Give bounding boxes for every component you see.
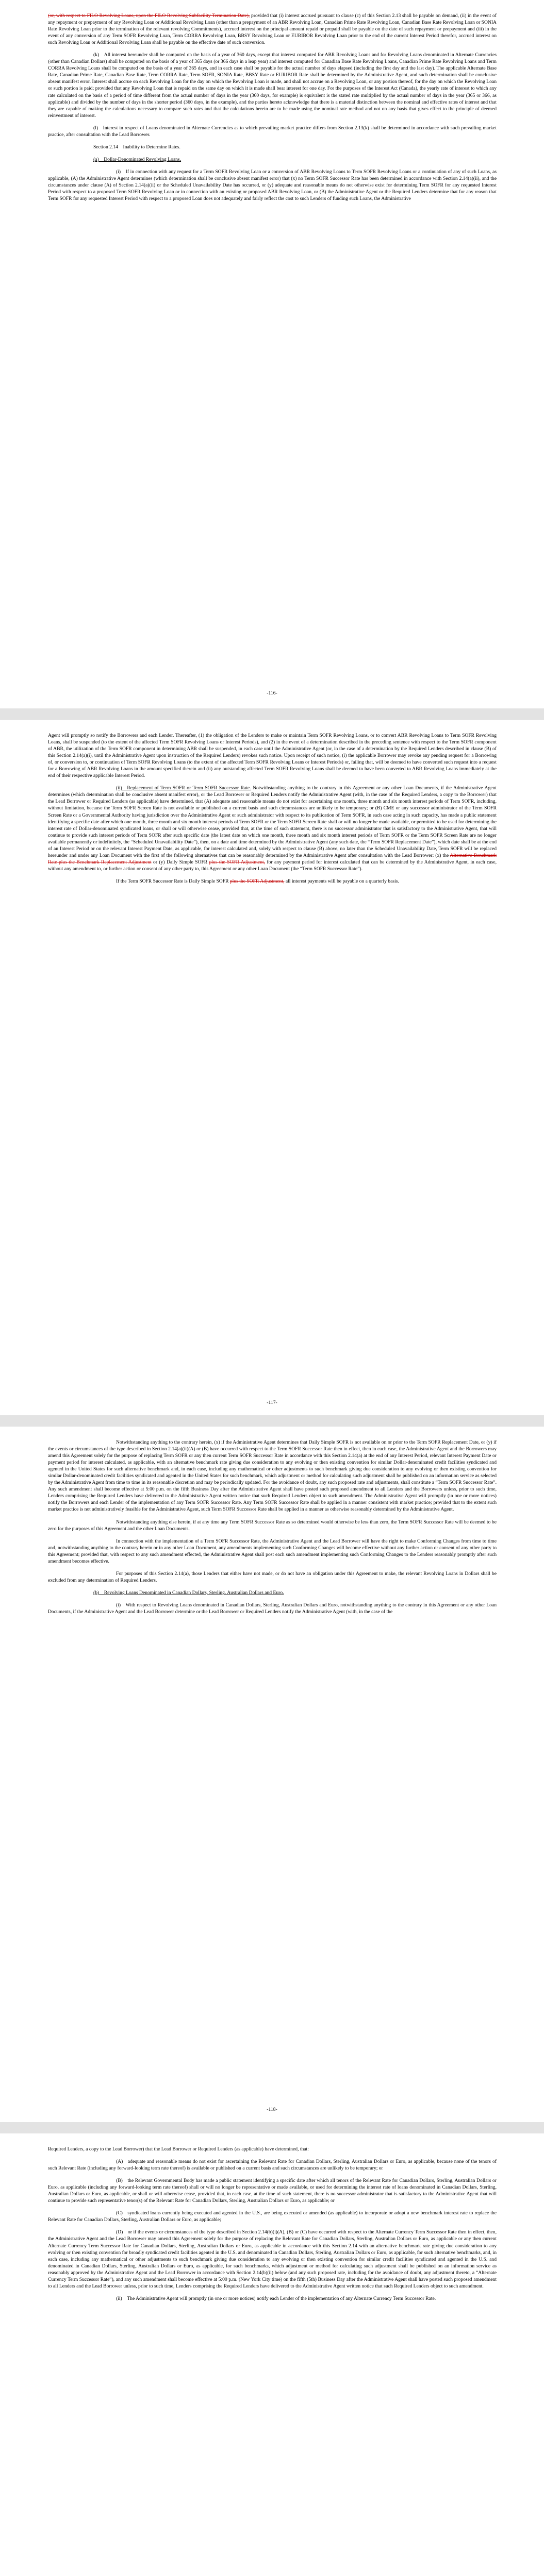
- paragraph-notwithstanding-2: Notwithstanding anything else herein, if at any time any Term SOFR Successor Rate as so determined would otherwise be less than zero, the Term SOFR Successor Rate will be deemed to be zero for the purposes of this Agreement and the other Loan Documents.: [48, 1519, 497, 1532]
- page-separator: [0, 1415, 544, 1427]
- paragraph-l: (l) Interest in respect of Loans denominated in Alternate Currencies as to which prevailing market practice differs from Section 2.13(k) shall be determined in accordance with such prevailing market practice, after consultation with the Lead Borrower.: [48, 125, 497, 138]
- page-number: -117-: [267, 1400, 277, 1405]
- paragraph-continuation: [48, 12, 497, 46]
- deleted-text: Alternative Benchmark Rate plus the Benchmark Replacement Adjustment: [48, 852, 497, 865]
- paragraph-D: (D) or if the events or circumstances of the type described in Section 2.14(b)(i)(A), (B) or (C) have occurred with respect to the Alternate Currency Term Successor Rate then in effect, then, the Administrative Agent and the Lead Borrower may amend this Agreement solely for the purpose of replacing the Relevant Rate for Canadian Dollars, Sterling, Australian Dollars or Euro, as applicable or any then current Alternate Currency Term Successor Rate for Canadian Dollars, Sterling, Australian Dollars or Euro, as applicable in accordance with this Section 2.14 with an alternative benchmark rate giving due consideration to any evolving or then existing convention for broadly syndicated credit facilities agented in the U.S. and denominated in Canadian Dollars, Sterling, Australian Dollars or Euro, as applicable, for such alternative benchmarks, and, in each case, including any mathematical or other adjustments to such benchmark giving due consideration to any evolving or then existing convention for similar credit facilities syndicated and agented in the U.S. and denominated in Canadian Dollars, Sterling, Australian Dollars or Euro, as applicable, for such benchmarks, which adjustment or method for calculating such adjustment shall be published on an information service as reasonably approved by the Administrative Agent and the Lead Borrower in accordance with Section 2.14(b)(ii) below (and any such proposed rate, including for the avoidance of doubt, any adjustment thereto, a “Alternate Currency Term Successor Rate”), and any such amendment shall become effective at 5:00 p.m. (New York City time) on the fifth (5th) Business Day after the Administrative Agent shall have posted such proposed amendment to all Lenders and the Lead Borrower unless, prior to such time, Lenders comprising the Required Lenders have delivered to the Administrative Agent written notice that such Required Lenders object to such amendment.: [48, 2229, 497, 2289]
- deleted-text: (or, with respect to FILO Revolving Loans, upon the FILO Revolving Subfacility Termination Date),: [48, 13, 250, 19]
- page-number: -118-: [267, 2107, 277, 2112]
- paragraph-B: (B) the Relevant Governmental Body has made a public statement identifying a specific date after which all tenors of the Relevant Rate for Canadian Dollars, Sterling, Australian Dollars or Euro, as applicable (including any forward-looking term rate thereof) shall or will no longer be representative or made available, or used for determining the interest rate of loans denominated in Canadian Dollars, Sterling, Australian Dollars or Euro, as applicable, or shall or will otherwise cease, provided that, in each case, at the time of such statement, there is no successor administrator that is satisfactory to the Administrative Agent that will continue to provide such representative tenor(s) of the Relevant Rate for Canadian Dollars, Sterling, Australian Dollars or Euro, as applicable; or: [48, 2178, 497, 2204]
- deleted-text: plus the SOFR Adjustment,: [209, 859, 266, 865]
- text: provided that (i) interest accrued pursuant to clause (c) of this Section 2.13 shall be payable on demand, (ii) in the event of any repayment or prepayment of any Revolving Loan or Additional Revolving Loan (other than a prepayment of an ABR Revolving Loan, Canadian Prime Rate Revolving Loan, Canadian Base Rate Revolving Loan or SONIA Rate Revolving Loan prior to the termination of the relevant revolving Commitments), accrued interest on the principal amount repaid or prepaid shall be payable on the date of such repayment or prepayment and (iii) in the event of any conversion of any Term SOFR Revolving Loan, Term CORRA Revolving Loan, BBSY Revolving Loan or EURIBOR Revolving Loan prior to the end of the current Interest Period therefor, accrued interest on such Revolving Loan or Additional Revolving Loan shall be payable on the effective date of such conversion.: [48, 13, 497, 46]
- text: or (y) Daily Simple SOFR: [153, 859, 208, 865]
- subsection-a-title: (a) Dollar-Denominated Revolving Loans.: [93, 156, 182, 162]
- paragraph-daily-simple-sofr: [48, 878, 497, 885]
- paragraph-A: (A) adequate and reasonable means do not exist for ascertaining the Relevant Rate for Canadian Dollars, Sterling, Australian Dollars or Euro, as applicable, because none of the tenors of such Relevant Rate (including any forward-looking term rate thereof) is available or published on a current basis and such circumstances are unlikely to be temporary; or: [48, 2159, 497, 2172]
- page-116: [0, 0, 544, 708]
- paragraph-b-i: (i) With respect to Revolving Loans denominated in Canadian Dollars, Sterling, Australian Dollars and Euro, notwithstanding anything to the contrary in this Agreement or any other Loan Documents, if the Administrative Agent and the Lead Borrower determine or the Lead Borrower or Required Lenders notify the Administrative Agent (with, in the case of the: [48, 1602, 497, 1615]
- page-119: [0, 2133, 544, 2576]
- page-116-body: [48, 12, 497, 208]
- deleted-text: plus the SOFR Adjustment,: [229, 878, 285, 884]
- page-117: [0, 720, 544, 1415]
- page-118-body: [48, 1439, 497, 1621]
- page-117-body: [48, 732, 497, 890]
- page-separator: [0, 2122, 544, 2133]
- text: all interest payments will be payable on a quarterly basis.: [285, 878, 399, 884]
- page-number: -116-: [267, 690, 277, 696]
- paragraph-k: (k) All interest hereunder shall be computed on the basis of a year of 360 days, except that interest computed for ABR Revolving Loans and for Revolving Loans denominated in Alternate Currencies (other than Canadian Dollars) shall be computed on the basis of a year of 365 days (or 366 days in a leap year) and interest computed for Canadian Base Rate Revolving Loans, Canadian Prime Rate Revolving Loans and Term CORRA Revolving Loans shall be computed on the basis of a year of 365 days, and in each case shall be payable for the actual number of days elapsed (including the first day and the last day). The applicable Alternate Base Rate, Canadian Prime Rate, Canadian Base Rate, Term CORRA Rate, Term SOFR, SONIA Rate, BBSY Rate or EURIBOR Rate shall be determined by the Administrative Agent, and such determination shall be conclusive absent manifest error. Interest shall accrue on each Revolving Loan for the day on which the Revolving Loan is made, and shall not accrue on a Revolving Loan, or any portion thereof, for the day on which the Revolving Loan or such portion is paid; provided that any Revolving Loan that is repaid on the same day on which it is made shall bear interest for one day. For the purposes of the Interest Act (Canada), the yearly rate of interest to which any rate calculated on the basis of a period of time different from the actual number of days in the year (360 days, for example) is equivalent is the stated rate multiplied by the actual number of days in the year (365 or 366, as applicable) and divided by the number of days in the shorter period (360 days, in the example), and the parties hereto acknowledge that there is a material distinction between the nominal and effective rates of interest and that they are capable of making the calculations necessary to compare such rates and that the calculations herein are to be made using the nominal rate method and not on any basis that gives effect to the principle of deemed reinvestment of interest.: [48, 52, 497, 118]
- paragraph-ii: [48, 785, 497, 872]
- paragraph-continuation: Required Lenders, a copy to the Lead Borrower) that the Lead Borrower or Required Lenders (as applicable) have determined, that:: [48, 2146, 309, 2152]
- page-separator: [0, 708, 544, 720]
- paragraph-continuation: Agent will promptly so notify the Borrowers and each Lender. Thereafter, (1) the obligation of the Lenders to make or maintain Term SOFR Revolving Loans, or to convert ABR Revolving Loans to Term SOFR Revolving Loans, shall be suspended (to the extent of the affected Term SOFR Revolving Loans or Interest Periods), and (2) in the event of a determination described in the preceding sentence with respect to the Term SOFR component of ABR, the utilization of the Term SOFR component in determining ABR shall be suspended, in each case until the Administrative Agent (or, in the case of a determination by the Required Lenders described in clause (B) of this Section 2.14(a)(i), until the Administrative Agent upon instruction of the Required Lenders) revokes such notice. Upon receipt of such notice, (i) the applicable Borrower may revoke any pending request for a Borrowing of, or conversion to, or continuation of Term SOFR Revolving Loans (to the extent of the affected Term SOFR Revolving Loans or Interest Periods) or, failing that, will be deemed to have converted such request into a request for a Borrowing of ABR Revolving Loans in the amount specified therein and (ii) any outstanding affected Term SOFR Revolving Loans shall be deemed to have been converted to ABR Revolving Loans immediately at the end of their respective applicable Interest Period.: [48, 733, 497, 779]
- subsection-a-heading: [48, 156, 497, 163]
- subsection-b-heading: [48, 1589, 497, 1596]
- paragraph-C: (C) syndicated loans currently being executed and agented in the U.S., are being executed or amended (as applicable) to incorporate or adopt a new benchmark interest rate to replace the Relevant Rate for Canadian Dollars, Sterling, Australian Dollars or Euro, as applicable;: [48, 2210, 497, 2223]
- paragraph-ii: (ii) The Administrative Agent will promptly (in one or more notices) notify each Lender of the implementation of any Alternate Currency Term Successor Rate.: [116, 2295, 436, 2301]
- text: for any payment period for interest calculated that can be determined by the Administrative Agent, in each case, without any amendment to, or further action or consent of any other party to, this Agreement or any other Loan Document (the “Term SOFR Successor Rate”).: [48, 859, 497, 872]
- subsection-b-title: (b) Revolving Loans Denominated in Canadian Dollars, Sterling, Australian Dollars and Euro.: [93, 1589, 284, 1596]
- paragraph-i: (i) If in connection with any request for a Term SOFR Revolving Loan or a conversion of ABR Revolving Loans to Term SOFR Revolving Loans or a continuation of any of such Loans, as applicable, (A) the Administrative Agent determines (which determination shall be conclusive absent manifest error) that (x) no Term SOFR Successor Rate has been determined in accordance with Section 2.14(a)(ii), and the circumstances under clause (A) of Section 2.14(a)(ii) or the Scheduled Unavailability Date has occurred, or (y) adequate and reasonable means do not otherwise exist for determining Term SOFR for any requested Interest Period with respect to a proposed Term SOFR Revolving Loan or in connection with an existing or proposed ABR Revolving Loan, or (B) the Administrative Agent or the Required Lenders determine that for any reason that Term SOFR for any requested Interest Period with respect to a proposed Loan does not adequately and fairly reflect the cost to such Lenders of funding such Loans, the Administrative: [48, 168, 497, 202]
- text: Notwithstanding anything to the contrary in this Agreement or any other Loan Documents, if the Administrative Agent determines (which determination shall be conclusive absent manifest error), or the Lead Borrower or Required Lenders notify the Administrative Agent (with, in the case of the Required Lenders, a copy to the Borrower) that the Lead Borrower or Required Lenders (as applicable) have determined, that (A) adequate and reasonable means do not exist for ascertaining one month, three month and six month interest periods of Term SOFR, including, without limitation, because the Term SOFR Screen Rate is not available or published on a current basis and such circumstances are unlikely to be temporary; or (B) CME or any successor administrator of the Term SOFR Screen Rate or a Governmental Authority having jurisdiction over the Administrative Agent or such administrator with respect to its publication of Term SOFR, in each case acting in such capacity, has made a public statement identifying a specific date after which one month, three month and six month interest periods of Term SOFR or the Term SOFR Screen Rate shall or will no longer be made available, or permitted to be used for determining the interest rate of Dollar-denominated syndicated loans, or shall or will otherwise cease, provided that, at the time of such statement, there is no successor administrator that is satisfactory to the Administrative Agent, that will continue to provide such interest periods of Term SOFR after such specific date (the latest date on which one month, three month and six month interest periods of Term SOFR or the Term SOFR Screen Rate are no longer available permanently or indefinitely, the “Scheduled Unavailability Date”), then, on a date and time determined by the Administrative Agent (any such date, the “Term SOFR Replacement Date”), which date shall be at the end of an Interest Period or on the relevant Interest Payment Date, as applicable, for interest calculated and, solely with respect to clause (B) above, no later than the Scheduled Unavailability Date, Term SOFR will be replaced hereunder and under any Loan Document with the first of the following alternatives that can be reasonably determined by the Administrative Agent after consultation with the Lead Borrower: (x) the: [48, 785, 497, 858]
- paragraph-for-purposes: For purposes of this Section 2.14(a), those Lenders that either have not made, or do not have an obligation under this Agreement to make, the relevant Revolving Loans in Dollars shall be excluded from any determination of Required Lenders.: [48, 1570, 497, 1583]
- paragraph-notwithstanding-1: Notwithstanding anything to the contrary herein, (x) if the Administrative Agent determines that Daily Simple SOFR is not available on or prior to the Term SOFR Replacement Date, or (y) if the events or circumstances of the type described in Section 2.14(a)(ii)(A) or (B) have occurred with respect to the Term SOFR Successor Rate then in effect, then in each case, the Administrative Agent and the Borrowers may amend this Agreement solely for the purpose of replacing Term SOFR or any then current Term SOFR Successor Rate in accordance with this Section 2.14(a) at the end of any Interest Period, relevant Interest Payment Date or payment period for interest calculated, as applicable, with an alternative benchmark rate giving due consideration to any evolving or then existing convention for similar Dollar-denominated credit facilities syndicated and agented in the United States for such alternative benchmark and, in each case, including any mathematical or other adjustments to such benchmark giving due consideration to any evolving or then existing convention for similar Dollar-denominated credit facilities syndicated and agented in the United States for such benchmark, which adjustment or method for calculating such adjustment shall be published on an information service as selected by the Administrative Agent from time to time in its reasonable discretion and may be periodically updated. For the avoidance of doubt, any such proposed rate and adjustments, shall constitute a “Term SOFR Successor Rate”. Any such amendment shall become effective at 5:00 p.m. on the fifth Business Day after the Administrative Agent shall have posted such proposed amendment to all Lenders and the Borrowers unless, prior to such time, Lenders comprising the Required Lenders have delivered to the Administrative Agent written notice that such Required Lenders object to such amendment. The Administrative Agent will promptly (in one or more notices) notify the Borrowers and each Lender of the implementation of any Term SOFR Successor Rate. Any Term SOFR Successor Rate shall be applied in a manner consistent with market practice; provided that to the extent such market practice is not administratively feasible for the Administrative Agent, such Term SOFR Successor Rate shall be applied in a manner as otherwise reasonably determined by the Administrative Agent.: [48, 1439, 497, 1513]
- paragraph-ii-title: (ii) Replacement of Term SOFR or Term SOFR Successor Rate.: [116, 785, 251, 791]
- section-heading: Section 2.14 Inability to Determine Rates.: [93, 144, 180, 150]
- page-118: [0, 1427, 544, 2122]
- text: If the Term SOFR Successor Rate is Daily Simple SOFR: [116, 878, 229, 884]
- paragraph-conforming-changes: In connection with the implementation of a Term SOFR Successor Rate, the Administrative Agent and the Lead Borrower will have the right to make Conforming Changes from time to time and, notwithstanding anything to the contrary herein or in any other Loan Document, any amendments implementing such Conforming Changes will become effective without any further action or consent of any other party to this Agreement; provided that, with respect to any such amendment effected, the Administrative Agent shall post each such amendment implementing such Conforming Changes to the Lenders reasonably promptly after such amendment becomes effective.: [48, 1538, 497, 1564]
- page-119-body: [48, 2146, 497, 2308]
